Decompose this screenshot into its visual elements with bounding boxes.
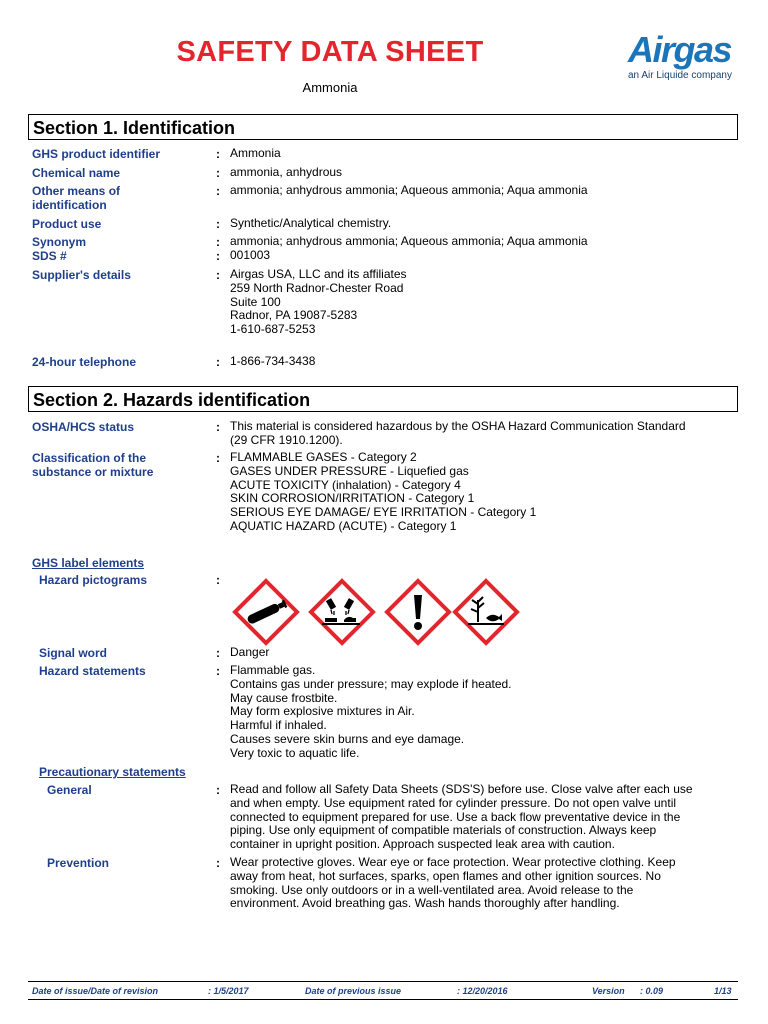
footer-version-value: : 0.09 (640, 986, 664, 996)
document-title: SAFETY DATA SHEET (176, 36, 484, 68)
label-general: General (47, 783, 92, 797)
footer-rule-top (28, 981, 738, 982)
exclamation-mark-icon (384, 578, 452, 646)
colon: : (216, 184, 220, 198)
label-product-use: Product use (32, 217, 102, 231)
value-sds-number: 001003 (230, 248, 271, 262)
value-suppliers-details: Airgas USA, LLC and its affiliates 259 North Radnor-Chester Road Suite 100 Radnor, PA 19087-5283 1-610-687-5253 (230, 267, 407, 337)
colon: : (216, 856, 220, 870)
ghs-label-elements-heading: GHS label elements (32, 556, 145, 570)
logo-text: Airgas (628, 29, 732, 70)
corrosion-icon (308, 578, 376, 646)
precautionary-statements-heading: Precautionary statements (39, 765, 186, 779)
colon: : (216, 147, 220, 161)
label-suppliers-details: Supplier's details (32, 268, 131, 282)
value-prevention: Wear protective gloves. Wear eye or face protection. Wear protective clothing. Keep away from heat, hot surfaces, sparks, open flames and other ignition sources. No smoking. Use only outdoors or in a well-ventilated area. Avoid release to the environment. Avoid breathing gas. Wash hands thoroughly after handling. (230, 855, 676, 911)
value-signal-word: Danger (230, 645, 270, 659)
label-signal-word: Signal word (39, 646, 108, 660)
label-24-hour-telephone: 24-hour telephone (32, 355, 137, 369)
colon: : (216, 420, 220, 434)
gas-cylinder-icon (232, 578, 300, 646)
colon: : (216, 217, 220, 231)
footer-issue-label: Date of issue/Date of revision (32, 986, 159, 996)
colon: : (216, 646, 220, 660)
section-1-heading: Section 1. Identification (28, 114, 738, 140)
label-hazard-statements: Hazard statements (39, 664, 146, 678)
label-synonym: Synonym (32, 235, 87, 249)
colon: : (216, 268, 220, 282)
colon: : (216, 235, 220, 249)
value-synonym: ammonia; anhydrous ammonia; Aqueous ammonia; Aqua ammonia (230, 234, 588, 248)
section-2-heading: Section 2. Hazards identification (28, 386, 738, 412)
footer-version-label: Version (592, 986, 625, 996)
value-chemical-name: ammonia, anhydrous (230, 165, 343, 179)
label-chemical-name: Chemical name (32, 166, 121, 180)
value-hazard-statements: Flammable gas. Contains gas under pressure; may explode if heated. May cause frostbite. May form explosive mixtures in Air. Harmful if inhaled. Causes severe skin burns and eye damage. Very toxic to aquatic life. (230, 663, 512, 760)
colon: : (216, 166, 220, 180)
colon: : (216, 573, 220, 587)
value-ghs-product-identifier: Ammonia (230, 146, 281, 160)
footer-issue-value: : 1/5/2017 (208, 986, 249, 996)
colon: : (216, 249, 220, 263)
label-osha-hcs-status: OSHA/HCS status (32, 420, 135, 434)
colon: : (216, 664, 220, 678)
colon: : (216, 783, 220, 797)
label-ghs-product-identifier: GHS product identifier (32, 147, 161, 161)
label-hazard-pictograms: Hazard pictograms (39, 573, 148, 587)
footer-rule-bottom (28, 999, 738, 1000)
value-product-use: Synthetic/Analytical chemistry. (230, 216, 392, 230)
logo-tagline: an Air Liquide company (628, 70, 732, 81)
colon: : (216, 451, 220, 465)
value-osha-hcs-status: This material is considered hazardous by the OSHA Hazard Communication Standard (29 CFR 1910.1200). (230, 419, 686, 447)
product-name: Ammonia (302, 80, 358, 95)
value-classification: FLAMMABLE GASES - Category 2 GASES UNDER PRESSURE - Liquefied gas ACUTE TOXICITY (inhalation) - Category 4 SKIN CORROSION/IRRITATION - Category 1 SERIOUS EYE DAMAGE/ EYE IRRITATION - Category 1 AQUATIC HAZARD (ACUTE) - Category 1 (230, 450, 537, 533)
footer-page-number: 1/13 (714, 986, 732, 996)
label-other-means-of-identification: Other means of identification (32, 184, 121, 212)
value-24-hour-telephone: 1-866-734-3438 (230, 354, 316, 368)
footer-previous-label: Date of previous issue (305, 986, 402, 996)
label-prevention: Prevention (47, 856, 110, 870)
airgas-logo (628, 29, 738, 81)
colon: : (216, 355, 220, 369)
footer-previous-value: : 12/20/2016 (457, 986, 508, 996)
environment-icon (452, 578, 520, 646)
value-general: Read and follow all Safety Data Sheets (SDS'S) before use. Close valve after each use and when empty. Use equipment rated for cylinder pressure. Do not open valve until connected to equipment prepared for use. Use a back flow preventative device in the piping. Use only equipment of compatible materials of construction. Always keep container in upright position. Approach suspected leak area with caution. (230, 782, 693, 852)
label-classification: Classification of the substance or mixture (32, 451, 154, 479)
label-sds-number: SDS # (32, 249, 67, 263)
value-other-means-of-identification: ammonia; anhydrous ammonia; Aqueous ammonia; Aqua ammonia (230, 183, 588, 197)
